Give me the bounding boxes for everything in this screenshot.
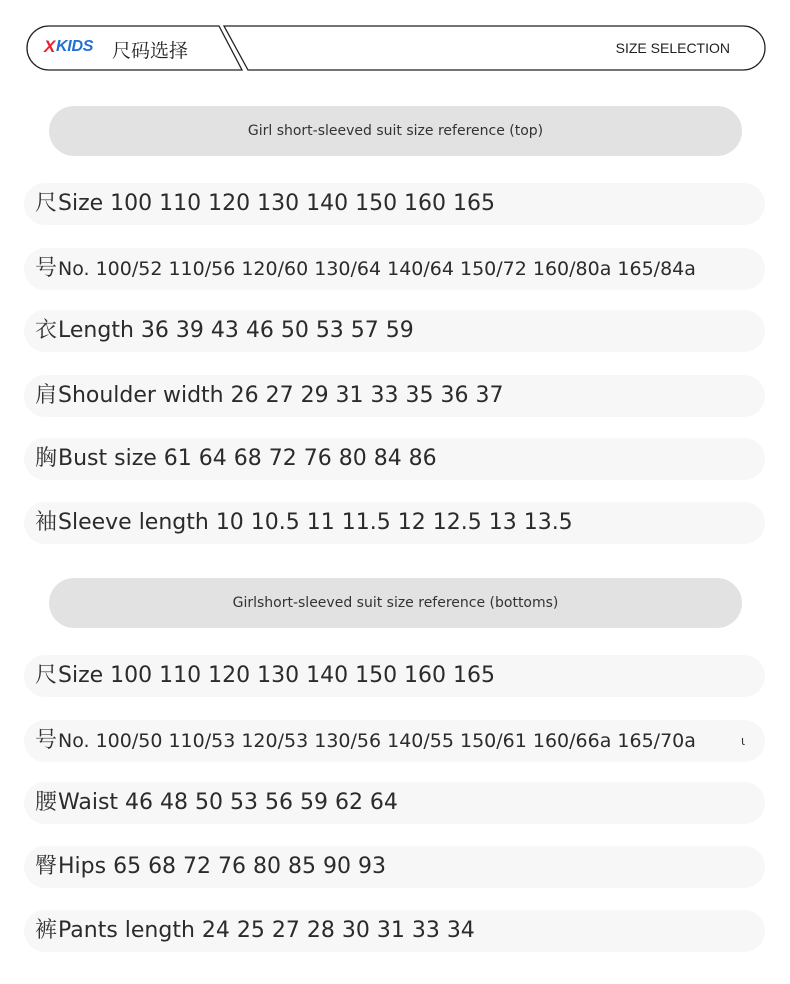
table-row bbox=[24, 183, 765, 225]
table-row bbox=[24, 782, 765, 824]
row-text-shoulder: Shoulder width 26 27 29 31 33 35 36 37 bbox=[58, 383, 504, 408]
page-title-en: SIZE SELECTION bbox=[615, 40, 730, 56]
table-row bbox=[24, 310, 765, 352]
row-text-hips: Hips 65 68 72 76 80 85 90 93 bbox=[58, 854, 386, 879]
table-row bbox=[24, 502, 765, 544]
row-text-sleeve: Sleeve length 10 10.5 11 11.5 12 12.5 13 13.5 bbox=[58, 510, 573, 535]
logo-word: KIDS bbox=[56, 38, 94, 55]
row-text-pants-length: Pants length 24 25 27 28 30 31 33 34 bbox=[58, 918, 475, 943]
header-bar bbox=[26, 25, 766, 71]
row-prefix-glyph: 臀 bbox=[34, 854, 57, 879]
table-row bbox=[24, 375, 765, 417]
table-row bbox=[24, 910, 765, 952]
row-prefix-glyph: 尺 bbox=[34, 663, 57, 688]
logo-mark: X bbox=[44, 37, 56, 56]
row-prefix-glyph: 衣 bbox=[34, 318, 57, 343]
row-prefix-glyph: 胸 bbox=[34, 446, 57, 471]
page-title-cn: 尺码选择 bbox=[112, 40, 189, 62]
row-text-waist: Waist 46 48 50 53 56 59 62 64 bbox=[58, 790, 398, 815]
brand-logo bbox=[44, 37, 93, 57]
row-text-size: Size 100 110 120 130 140 150 160 165 bbox=[58, 663, 496, 688]
row-prefix-glyph: 肩 bbox=[34, 383, 57, 408]
row-text-bust: Bust size 61 64 68 72 76 80 84 86 bbox=[58, 446, 437, 471]
table-row bbox=[24, 655, 765, 697]
row-prefix-glyph: 号 bbox=[34, 728, 57, 753]
table-row bbox=[24, 720, 765, 762]
row-prefix-glyph: 尺 bbox=[34, 191, 57, 216]
row-prefix-glyph: 腰 bbox=[34, 790, 57, 815]
row-text-number: No. 100/50 110/53 120/53 130/56 140/55 150/61 160/66a 165/70a bbox=[58, 730, 696, 752]
table-row bbox=[24, 248, 765, 290]
row-prefix-glyph: 裤 bbox=[34, 918, 57, 943]
row-prefix-glyph: 号 bbox=[34, 256, 57, 281]
table-row bbox=[24, 438, 765, 480]
row-prefix-glyph: 袖 bbox=[34, 510, 57, 535]
row-text-number: No. 100/52 110/56 120/60 130/64 140/64 150/72 160/80a 165/84a bbox=[58, 258, 696, 280]
section-title-bottoms: Girlshort-sleeved suit size reference (bottoms) bbox=[49, 578, 742, 628]
row-trailing-mark: ι bbox=[740, 734, 745, 748]
row-text-length: Length 36 39 43 46 50 53 57 59 bbox=[58, 318, 414, 343]
row-text-size: Size 100 110 120 130 140 150 160 165 bbox=[58, 191, 496, 216]
table-row bbox=[24, 846, 765, 888]
section-title-top: Girl short-sleeved suit size reference (top) bbox=[49, 106, 742, 156]
